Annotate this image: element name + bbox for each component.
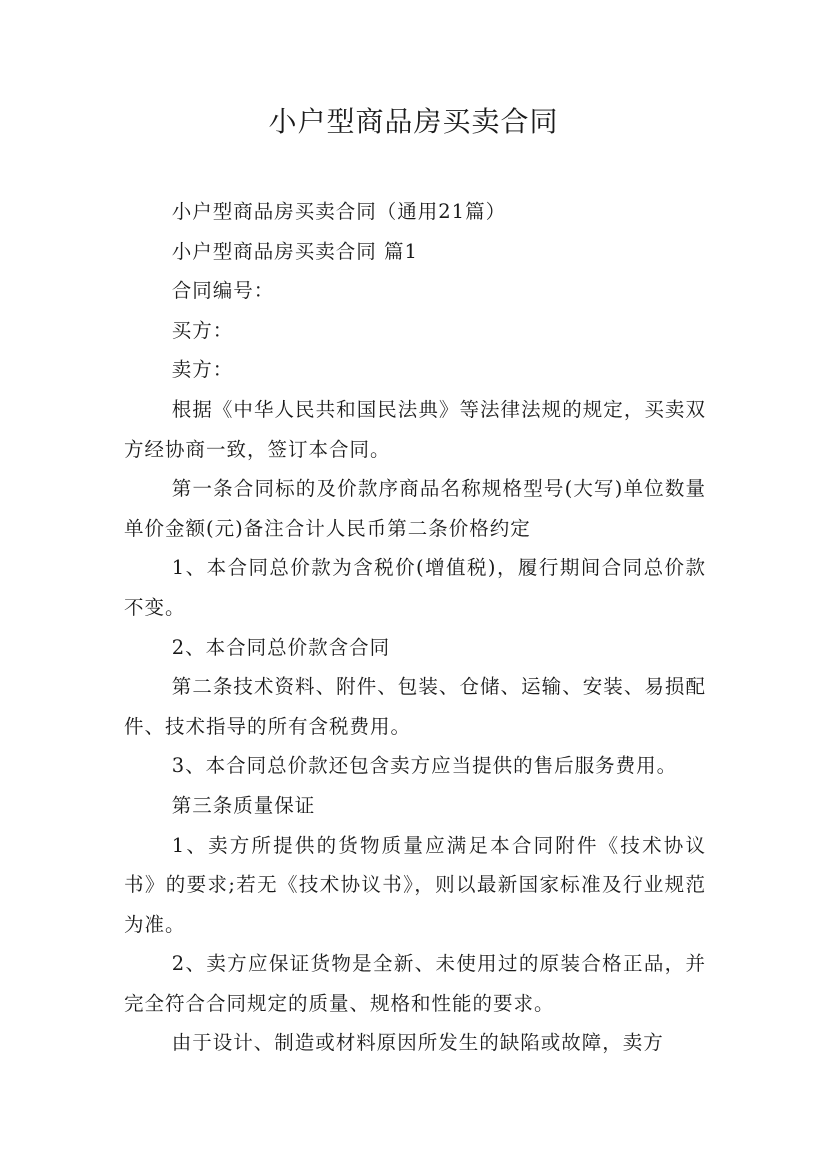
paragraph-price-clause-3: 3、本合同总价款还包含卖方应当提供的售后服务费用。 [171,754,678,778]
document-body [124,192,706,1063]
paragraph-seller: 卖方： [171,358,234,382]
paragraph-preamble: 根据《中华人民共和国民法典》等法律法规的规定，买卖双方经协商一致，签订本合同。 [124,397,706,461]
paragraph-quality-clause-1: 1、卖方所提供的货物质量应满足本合同附件《技术协议书》的要求;若无《技术协议书》，则以最新国家标准及行业规范为准。 [124,833,706,936]
paragraph-section-heading: 小户型商品房买卖合同 篇1 [171,239,418,263]
paragraph-defect-clause: 由于设计、制造或材料原因所发生的缺陷或故障，卖方 [171,1031,664,1055]
paragraph-article-1: 第一条合同标的及价款序商品名称规格型号(大写)单位数量单价金额(元)备注合计人民币第二条价格约定 [124,477,706,540]
paragraph-price-clause-1: 1、本合同总价款为含税价(增值税)，履行期间合同总价款不变。 [124,556,706,619]
paragraph-article-2: 第二条技术资料、附件、包装、仓储、运输、安装、易损配件、技术指导的所有含税费用。 [124,675,706,738]
paragraph-subtitle: 小户型商品房买卖合同（通用21篇） [171,200,507,223]
paragraph-price-clause-2: 2、本合同总价款含合同 [171,635,391,659]
paragraph-article-3-heading: 第三条质量保证 [171,793,316,817]
paragraph-contract-number: 合同编号： [171,279,275,303]
paragraph-quality-clause-2: 2、卖方应保证货物是全新、未使用过的原装合格正品，并完全符合合同规定的质量、规格和性能的要求。 [124,952,706,1015]
paragraph-buyer: 买方： [171,318,234,342]
document-title: 小户型商品房买卖合同 [268,105,559,138]
